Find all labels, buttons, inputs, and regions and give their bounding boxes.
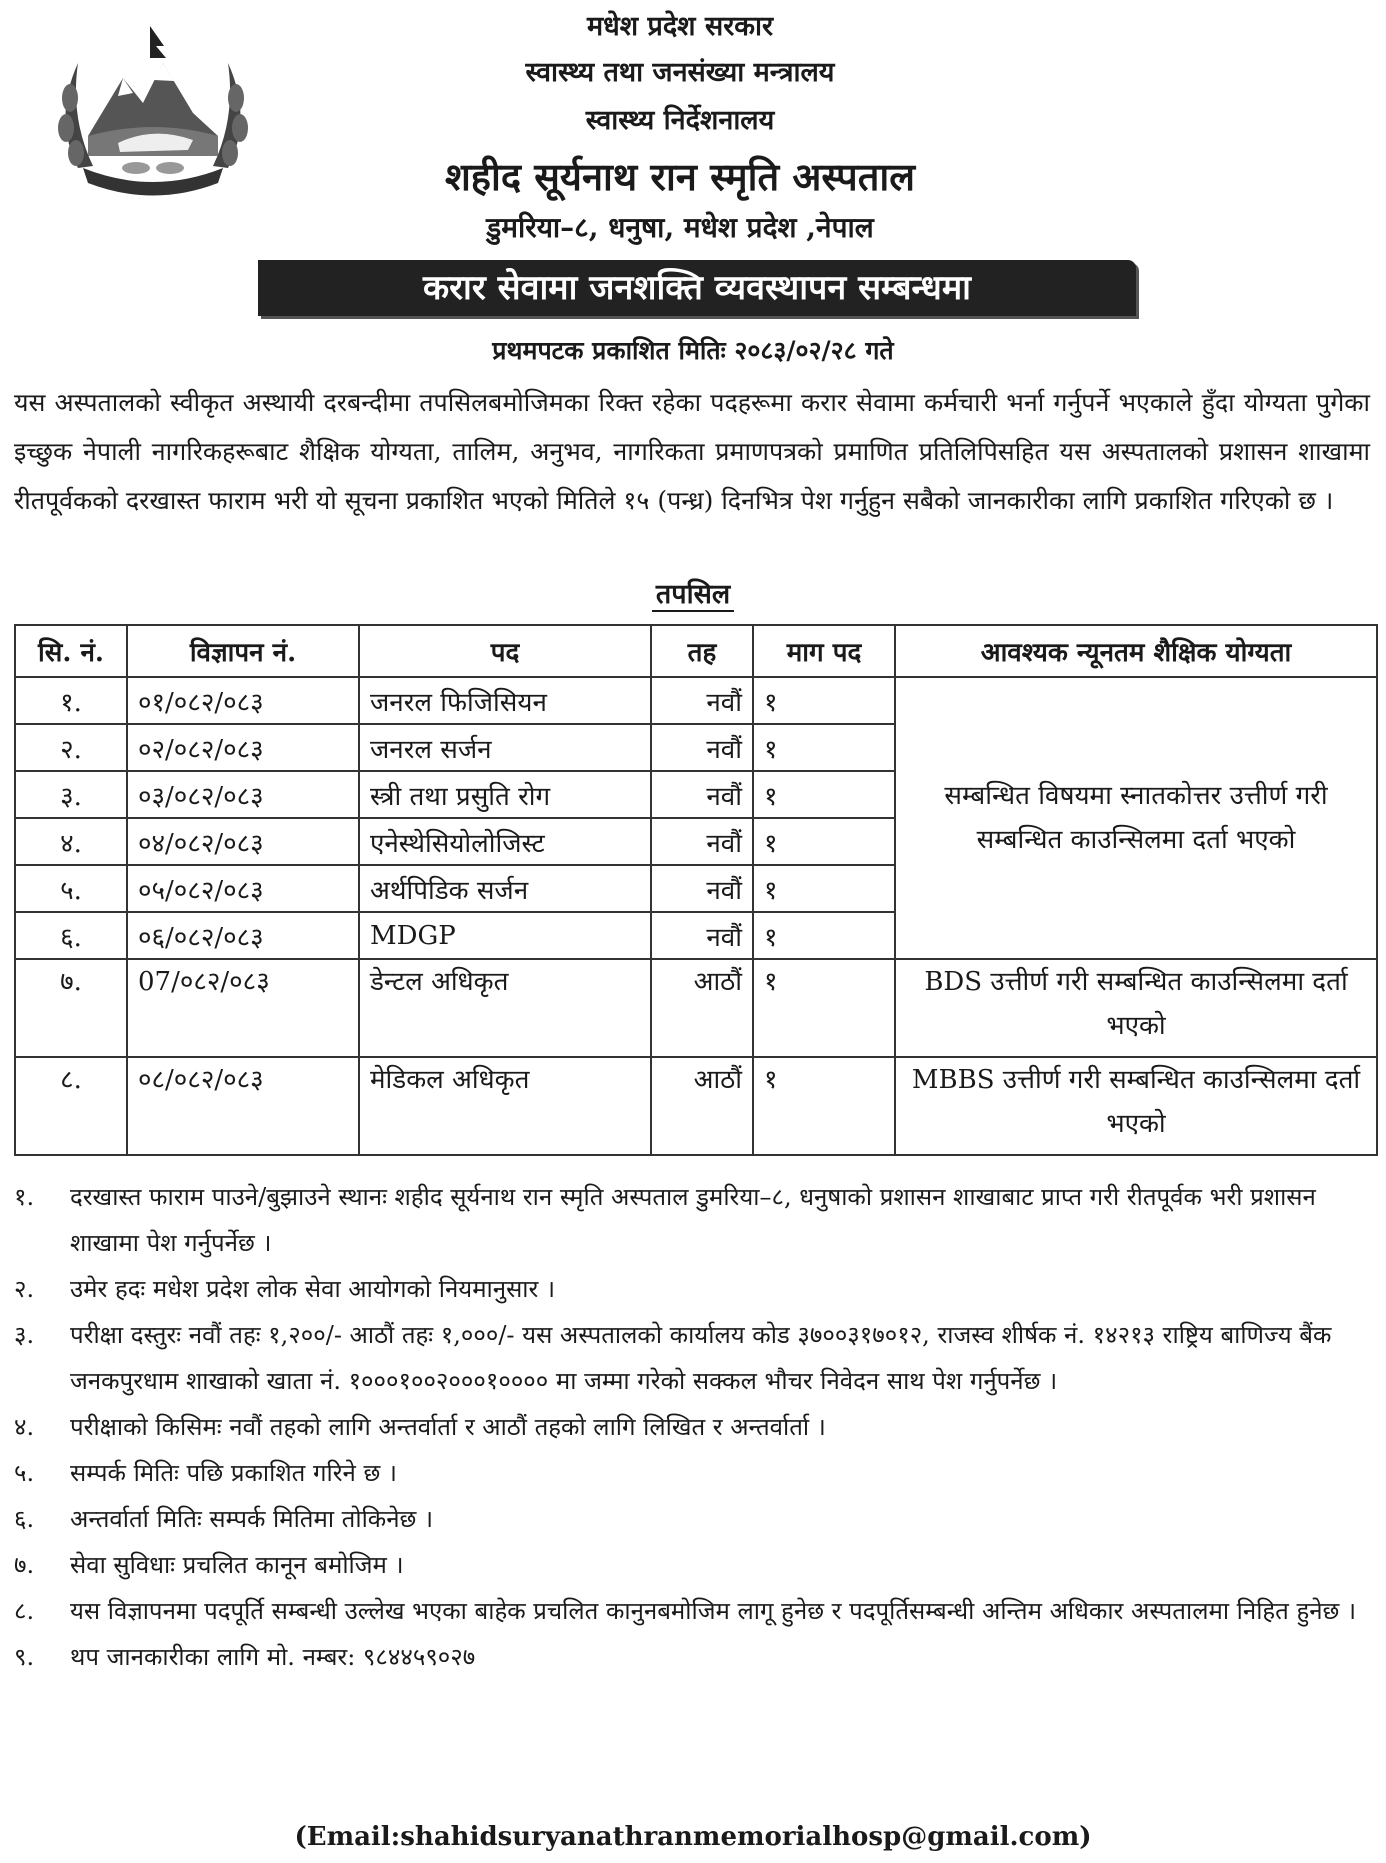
cell-post: डेन्टल अधिकृत — [359, 959, 651, 1057]
cell-demand: १ — [753, 1057, 895, 1155]
cell-demand: १ — [753, 865, 895, 912]
note-text: परीक्षा दस्तुरः नवौं तहः १,२००/- आठौं तहः १,०००/- यस अस्पतालको कार्यालय कोड ३७००३१७०१२, राजस्व शीर्षक नं. १४२१३ राष्ट्रिय बाणिज्य बैंक जनकपुरधाम शाखाको खाता नं. १०००१००२०००१०००० मा जम्मा गरेको सक्कल भौचर निवेदन साथ पेश गर्नुपर्नेछ । — [70, 1321, 1332, 1395]
col-header-level: तह — [651, 625, 753, 677]
cell-sn: १. — [15, 677, 127, 724]
cell-level: नवौं — [651, 677, 753, 724]
notice-title-banner: करार सेवामा जनशक्ति व्यवस्थापन सम्बन्धमा — [258, 260, 1136, 316]
list-item — [14, 1588, 1370, 1634]
cell-demand: १ — [753, 959, 895, 1057]
tapsil-heading: तपसिल — [0, 574, 1386, 611]
notes-list — [14, 1174, 1370, 1680]
col-header-adv-no: विज्ञापन नं. — [127, 625, 359, 677]
cell-sn: ७. — [15, 959, 127, 1057]
list-item — [14, 1496, 1370, 1542]
cell-qualification: MBBS उत्तीर्ण गरी सम्बन्धित काउन्सिलमा दर्ता भएको — [895, 1057, 1377, 1155]
hospital-name: शहीद सूर्यनाथ रान स्मृति अस्पताल — [444, 154, 916, 199]
cell-level: नवौं — [651, 865, 753, 912]
cell-post: जनरल फिजिसियन — [359, 677, 651, 724]
cell-post: अर्थपिडिक सर्जन — [359, 865, 651, 912]
note-text: सम्पर्क मितिः पछि प्रकाशित गरिने छ । — [70, 1459, 398, 1487]
cell-sn: ३. — [15, 771, 127, 818]
note-number: ९. — [14, 1643, 35, 1671]
col-header-sn: सि. नं. — [15, 625, 127, 677]
government-name: मधेश प्रदेश सरकार — [586, 11, 774, 42]
cell-post: जनरल सर्जन — [359, 724, 651, 771]
cell-level: आठौं — [651, 1057, 753, 1155]
nepal-government-emblem-icon — [48, 18, 258, 203]
note-number: १. — [14, 1183, 35, 1211]
directorate-name: स्वास्थ्य निर्देशनालय — [585, 105, 775, 136]
note-number: ७. — [14, 1551, 35, 1579]
cell-adv-no: 07/०८२/०८३ — [127, 959, 359, 1057]
list-item — [14, 1312, 1370, 1404]
cell-shared-qualification: सम्बन्धित विषयमा स्नातकोत्तर उत्तीर्ण गरी सम्बन्धित काउन्सिलमा दर्ता भएको — [895, 677, 1377, 959]
cell-sn: २. — [15, 724, 127, 771]
cell-adv-no: ०५/०८२/०८३ — [127, 865, 359, 912]
note-number: ५. — [14, 1459, 35, 1487]
vacancy-table — [14, 624, 1378, 1156]
note-number: ३. — [14, 1321, 35, 1349]
note-text: दरखास्त फाराम पाउने/बुझाउने स्थानः शहीद सूर्यनाथ रान स्मृति अस्पताल डुमरिया–८, धनुषाको प्रशासन शाखाबाट प्राप्त गरी रीतपूर्वक भरी प्रशासन शाखामा पेश गर्नुपर्नेछ । — [70, 1183, 1316, 1257]
note-text: सेवा सुविधाः प्रचलित कानून बमोजिम । — [70, 1551, 404, 1579]
list-item — [14, 1634, 1370, 1680]
col-header-qualification: आवश्यक न्यूनतम शैक्षिक योग्यता — [895, 625, 1377, 677]
intro-paragraph: यस अस्पतालको स्वीकृत अस्थायी दरबन्दीमा तपसिलबमोजिमका रिक्त रहेका पदहरूमा करार सेवामा कर्मचारी भर्ना गर्नुपर्ने भएकाले हुँदा योग्यता पुगेका इच्छुक नेपाली नागरिकहरूबाट शैक्षिक योग्यता, तालिम, अनुभव, नागरिकता प्रमाणपत्रको प्रमाणित प्रतिलिपिसहित यस अस्पतालको प्रशासन शाखामा रीतपूर्वकको दरखास्त फाराम भरी यो सूचना प्रकाशित भएको मितिले १५ (पन्ध्र) दिनभित्र पेश गर्नुहुन सबैको जानकारीका लागि प्रकाशित गरिएको छ । — [14, 388, 1370, 515]
cell-post: एनेस्थेसियोलोजिस्ट — [359, 818, 651, 865]
col-header-post: पद — [359, 625, 651, 677]
cell-post: स्त्री तथा प्रसुति रोग — [359, 771, 651, 818]
note-number: ६. — [14, 1505, 35, 1533]
note-text: यस विज्ञापनमा पदपूर्ति सम्बन्धी उल्लेख भएका बाहेक प्रचलित कानुनबमोजिम लागू हुनेछ र पदपूर्तिसम्बन्धी अन्तिम अधिकार अस्पतालमा निहित हुनेछ । — [70, 1597, 1357, 1625]
cell-demand: १ — [753, 771, 895, 818]
cell-sn: ८. — [15, 1057, 127, 1155]
cell-adv-no: ०१/०८२/०८३ — [127, 677, 359, 724]
note-number: २. — [14, 1275, 35, 1303]
cell-demand: १ — [753, 818, 895, 865]
cell-adv-no: ०४/०८२/०८३ — [127, 818, 359, 865]
note-number: ८. — [14, 1597, 35, 1625]
list-item — [14, 1542, 1370, 1588]
cell-sn: ५. — [15, 865, 127, 912]
table-header-row — [15, 625, 1377, 677]
cell-sn: ४. — [15, 818, 127, 865]
cell-level: नवौं — [651, 912, 753, 959]
cell-adv-no: ०३/०८२/०८३ — [127, 771, 359, 818]
cell-demand: १ — [753, 724, 895, 771]
list-item — [14, 1404, 1370, 1450]
cell-level: आठौं — [651, 959, 753, 1057]
cell-post: MDGP — [359, 912, 651, 959]
col-header-demand: माग पद — [753, 625, 895, 677]
list-item — [14, 1266, 1370, 1312]
note-text: परीक्षाको किसिमः नवौं तहको लागि अन्तर्वार्ता र आठौं तहको लागि लिखित र अन्तर्वार्ता । — [70, 1413, 826, 1441]
table-row — [15, 959, 1377, 1057]
note-text: उमेर हदः मधेश प्रदेश लोक सेवा आयोगको नियमानुसार । — [70, 1275, 556, 1303]
cell-level: नवौं — [651, 771, 753, 818]
cell-adv-no: ०८/०८२/०८३ — [127, 1057, 359, 1155]
cell-sn: ६. — [15, 912, 127, 959]
note-text: अन्तर्वार्ता मितिः सम्पर्क मितिमा तोकिनेछ । — [70, 1505, 434, 1533]
cell-post: मेडिकल अधिकृत — [359, 1057, 651, 1155]
cell-demand: १ — [753, 677, 895, 724]
hospital-address: डुमरिया–८, धनुषा, मधेश प्रदेश ,नेपाल — [486, 211, 874, 244]
cell-adv-no: ०६/०८२/०८३ — [127, 912, 359, 959]
publication-date: प्रथमपटक प्रकाशित मितिः २०८३/०२/२८ गते — [492, 336, 894, 365]
contact-email: (Email:shahidsuryanathranmemorialhosp@gmail.com) — [294, 1822, 1092, 1852]
cell-level: नवौं — [651, 818, 753, 865]
note-text: थप जानकारीका लागि मो. नम्बर: ९८४४५९०२७ — [70, 1643, 476, 1671]
ministry-name: स्वास्थ्य तथा जनसंख्या मन्त्रालय — [525, 57, 835, 88]
list-item — [14, 1174, 1370, 1266]
cell-adv-no: ०२/०८२/०८३ — [127, 724, 359, 771]
cell-qualification: BDS उत्तीर्ण गरी सम्बन्धित काउन्सिलमा दर्ता भएको — [895, 959, 1377, 1057]
table-row — [15, 677, 1377, 724]
list-item — [14, 1450, 1370, 1496]
table-row — [15, 1057, 1377, 1155]
cell-level: नवौं — [651, 724, 753, 771]
cell-demand: १ — [753, 912, 895, 959]
note-number: ४. — [14, 1413, 35, 1441]
